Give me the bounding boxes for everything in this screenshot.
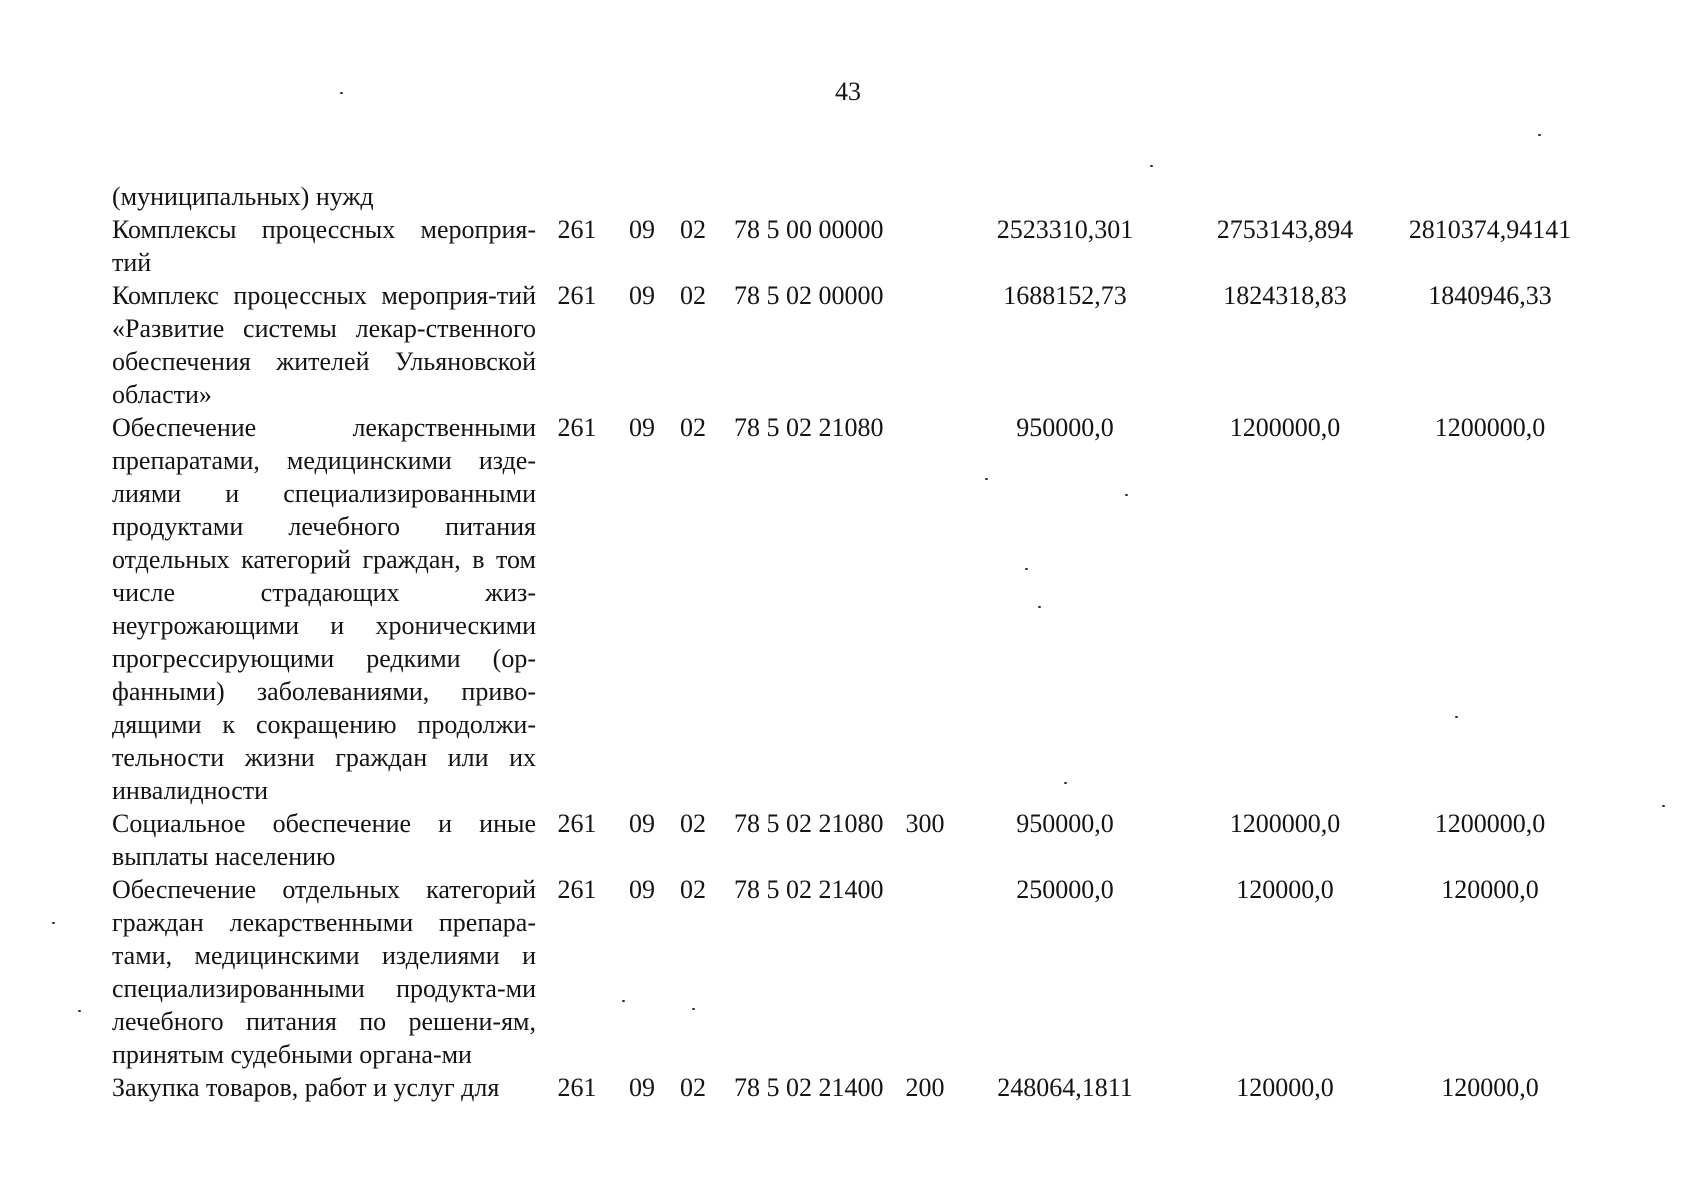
table-row	[112, 873, 1592, 1071]
page-number: 43	[835, 77, 861, 106]
row-pr: 02	[680, 413, 706, 442]
row-name: Комплекс процессных мероприя-тий «Развитие системы лекар-ственного обеспечения жителей Ульяновской области»	[112, 281, 536, 409]
row-year2: 120000,0	[1236, 1073, 1334, 1102]
scan-speck	[1662, 805, 1665, 807]
row-grbs: 261	[557, 281, 597, 310]
row-csr: 78 5 00 00000	[734, 215, 884, 244]
row-grbs: 261	[557, 215, 597, 244]
table-row	[112, 1071, 1592, 1104]
row-rz: 09	[629, 413, 655, 442]
row-rz: 09	[629, 809, 655, 838]
row-year1: 1688152,73	[1003, 281, 1127, 310]
scan-speck	[1064, 782, 1067, 784]
row-year1: 250000,0	[1016, 875, 1114, 904]
row-grbs: 261	[557, 1073, 597, 1102]
row-csr: 78 5 02 21400	[734, 1073, 884, 1102]
row-year3: 1200000,0	[1434, 809, 1546, 838]
scan-speck	[1125, 494, 1128, 496]
row-year3: 120000,0	[1441, 875, 1539, 904]
row-rz: 09	[629, 215, 655, 244]
row-csr: 78 5 02 21080	[734, 809, 884, 838]
row-year3: 1200000,0	[1434, 413, 1546, 442]
continuation-text: (муниципальных) нужд	[112, 182, 374, 211]
row-year2: 120000,0	[1236, 875, 1334, 904]
row-year3: 120000,0	[1441, 1073, 1539, 1102]
scan-speck	[1455, 716, 1458, 718]
row-pr: 02	[680, 809, 706, 838]
row-pr: 02	[680, 875, 706, 904]
row-year2: 1200000,0	[1229, 809, 1341, 838]
table-row	[112, 807, 1592, 873]
row-grbs: 261	[557, 809, 597, 838]
row-pr: 02	[680, 281, 706, 310]
row-rz: 09	[629, 1073, 655, 1102]
row-pr: 02	[680, 215, 706, 244]
row-year3: 2810374,94141	[1408, 215, 1572, 244]
scan-speck	[1038, 606, 1041, 608]
row-year1: 2523310,301	[996, 215, 1134, 244]
row-csr: 78 5 02 21080	[734, 413, 884, 442]
row-year1: 950000,0	[1016, 809, 1114, 838]
row-year3: 1840946,33	[1428, 281, 1552, 310]
row-grbs: 261	[557, 875, 597, 904]
budget-table	[112, 180, 1592, 1104]
row-rz: 09	[629, 281, 655, 310]
scan-speck	[622, 1000, 625, 1002]
continuation-row	[112, 180, 1592, 213]
row-rz: 09	[629, 875, 655, 904]
row-csr: 78 5 02 00000	[734, 281, 884, 310]
scan-speck	[1538, 134, 1541, 136]
row-pr: 02	[680, 1073, 706, 1102]
row-year1: 248064,1811	[997, 1073, 1133, 1102]
table-row	[112, 279, 1592, 411]
table-row	[112, 213, 1592, 279]
scan-speck	[340, 92, 343, 94]
row-year1: 950000,0	[1016, 413, 1114, 442]
scan-speck	[1150, 165, 1153, 167]
row-name: Социальное обеспечение и иные выплаты населению	[112, 809, 536, 871]
row-vr: 300	[905, 809, 945, 838]
row-year2: 1200000,0	[1229, 413, 1341, 442]
scan-speck	[78, 1010, 81, 1012]
scan-speck	[692, 1008, 695, 1010]
row-csr: 78 5 02 21400	[734, 875, 884, 904]
table-row	[112, 411, 1592, 807]
row-name: Комплексы процессных мероприя-тий	[112, 215, 536, 277]
row-grbs: 261	[557, 413, 597, 442]
row-name: Обеспечение лекарственными препаратами, медицинскими изде-лиями и специализированными продуктами лечебного питания отдельных категорий граждан, в том числе страдающих жиз-неугрожающими и хроническими прогрессирующими редкими (ор-фанными) заболеваниями, приво-дящими к сокращению продолжи-тельности жизни граждан или их инвалидности	[112, 413, 536, 805]
row-year2: 1824318,83	[1223, 281, 1347, 310]
row-name: Закупка товаров, работ и услуг для	[112, 1073, 500, 1102]
scan-speck	[985, 478, 988, 480]
row-vr: 200	[905, 1073, 945, 1102]
scan-speck	[1025, 568, 1028, 570]
scan-speck	[52, 922, 55, 924]
row-year2: 2753143,894	[1216, 215, 1354, 244]
row-name: Обеспечение отдельных категорий граждан лекарственными препара-тами, медицинскими изделиями и специализированными продукта-ми лечебного питания по решени-ям, принятым судебными органа-ми	[112, 875, 536, 1069]
